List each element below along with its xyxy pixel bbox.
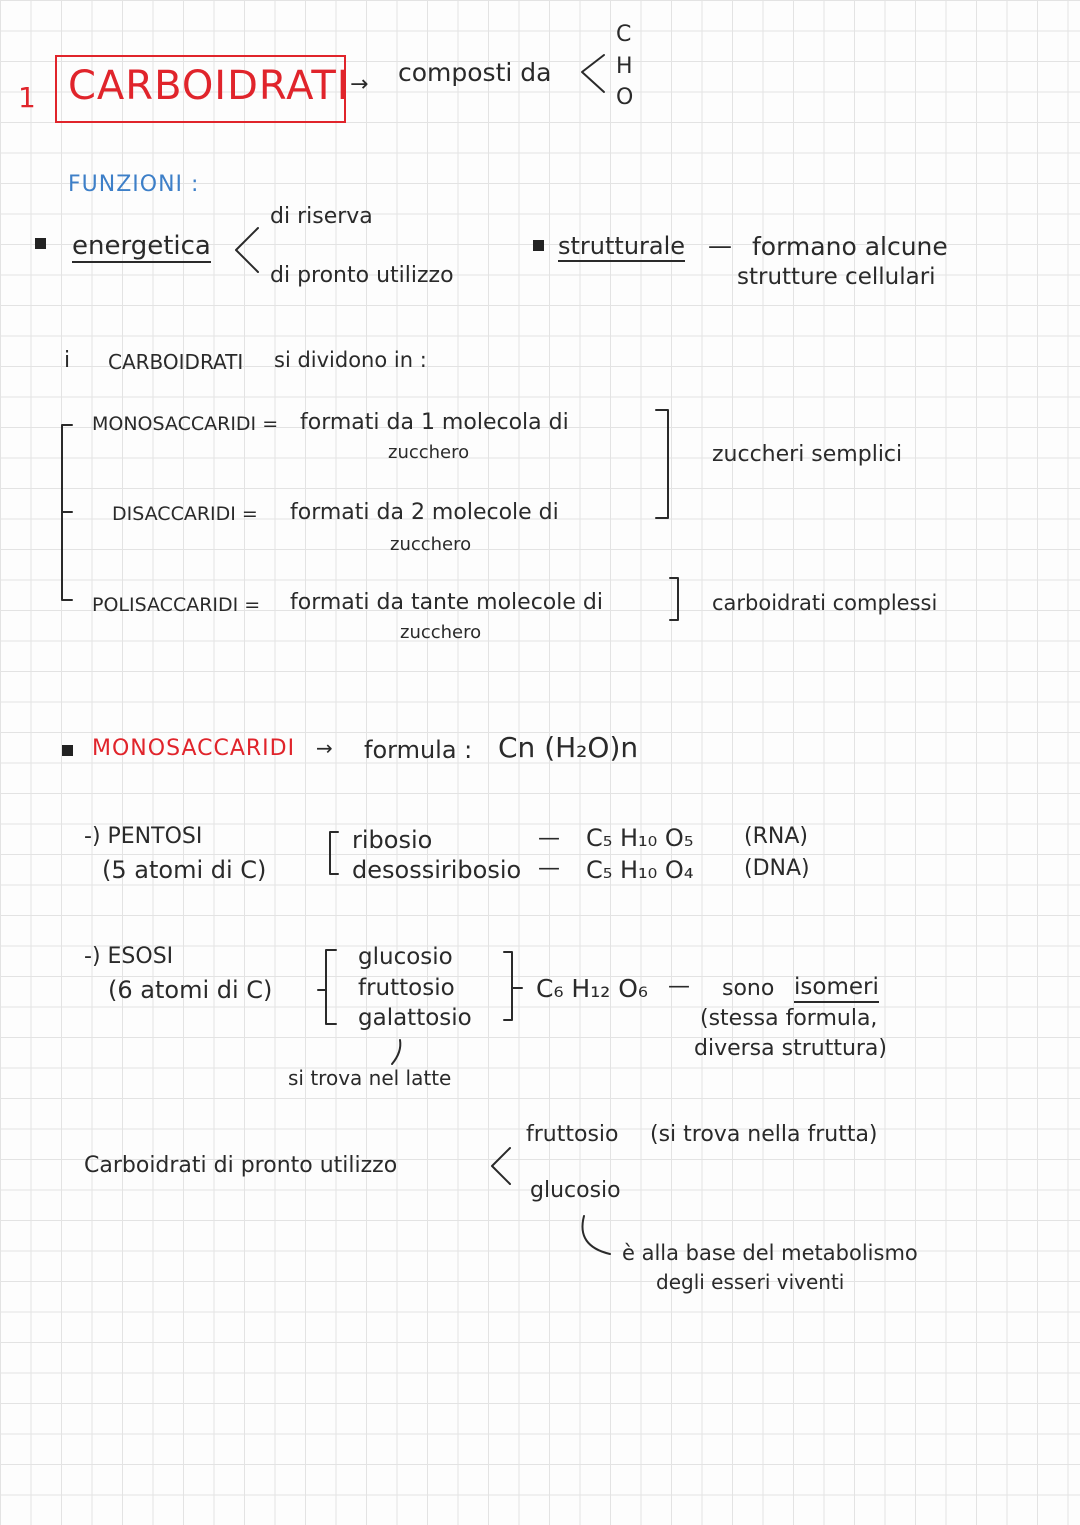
glucose-note-line1: è alla base del metabolismo [622, 1241, 918, 1265]
deoxyribose-name: desossiribosio [352, 856, 522, 884]
pentoses-name: -) PENTOSI [84, 824, 203, 849]
element-h: H [616, 54, 633, 79]
poli-line1: formati da tante molecole di [290, 590, 603, 615]
structural-label: strutturale [558, 232, 686, 260]
mono-line2: zucchero [388, 442, 470, 463]
mono-line1: formati da 1 molecola di [300, 410, 569, 435]
poli-name: POLISACCARIDI = [92, 594, 261, 616]
mono-arrow: → [316, 736, 333, 760]
general-formula: Cn (H₂O)n [498, 731, 639, 764]
page-title: CARBOIDRATI [68, 63, 350, 109]
intro-i: i [64, 348, 71, 373]
hexose-dash: — [668, 974, 690, 999]
composed-of-text: composti da [398, 58, 552, 87]
galactose-arrow [392, 1040, 400, 1064]
intro-rest: si dividono in : [274, 348, 427, 372]
quick-fructose-note: (si trova nella frutta) [650, 1122, 878, 1147]
quick-fructose: fruttosio [526, 1122, 619, 1147]
quick-glucose: glucosio [530, 1178, 621, 1203]
isomer-pre: sono [722, 976, 775, 1001]
hexose-formula: C₆ H₁₂ O₆ [536, 974, 648, 1003]
structural-dash: — [708, 232, 732, 260]
quick-use-split [492, 1148, 510, 1184]
hexoses-bracket-left [326, 950, 336, 1024]
isomer-line2: (stessa formula, [700, 1006, 878, 1031]
di-name: DISACCARIDI = [112, 503, 258, 525]
structural-desc-line2: strutture cellulari [737, 264, 936, 290]
ribose-formula: C₅ H₁₀ O₅ [586, 824, 694, 852]
isomer-word: isomeri [794, 976, 879, 1003]
isomer-line3: diversa struttura) [694, 1036, 887, 1061]
rna-note: (RNA) [744, 824, 808, 849]
deoxyribose-dash: — [538, 856, 560, 881]
simple-bracket [656, 410, 668, 518]
fructose-item: fruttosio [358, 975, 455, 1001]
title-arrow: → [350, 72, 369, 97]
poli-line2: zucchero [400, 622, 482, 643]
hexoses-name: -) ESOSI [84, 944, 174, 969]
pentoses-bracket [330, 832, 338, 874]
dna-note: (DNA) [744, 856, 810, 881]
functions-heading: FUNZIONI : [68, 172, 200, 197]
element-c: C [616, 22, 632, 47]
intro-word: CARBOIDRATI [108, 350, 244, 374]
glucose-item: glucosio [358, 944, 453, 970]
pentoses-desc: (5 atomi di C) [102, 856, 267, 884]
glucose-note-line2: degli esseri viventi [656, 1270, 845, 1294]
elements-brace [582, 55, 604, 92]
ready-use-text: di pronto utilizzo [270, 263, 454, 288]
formula-label: formula : [364, 736, 473, 764]
page-number: 1 [18, 81, 36, 114]
ribose-dash: — [538, 826, 560, 851]
glucose-note-curve [582, 1216, 610, 1254]
milk-note: si trova nel latte [288, 1066, 452, 1090]
hexoses-bracket-right [504, 952, 512, 1020]
structural-desc-line1: formano alcune [752, 232, 948, 261]
complex-bracket [670, 578, 678, 620]
mono-name: MONOSACCARIDI = [92, 413, 279, 435]
mono-title: MONOSACCARIDI [92, 736, 296, 761]
ribose-name: ribosio [352, 826, 433, 854]
galactose-item: galattosio [358, 1005, 472, 1031]
energetic-split [236, 228, 258, 272]
deoxyribose-formula: C₅ H₁₀ O₄ [586, 856, 694, 884]
complex-carbs-label: carboidrati complessi [712, 591, 938, 615]
di-line2: zucchero [390, 534, 472, 555]
reserve-text: di riserva [270, 204, 373, 229]
hexoses-desc: (6 atomi di C) [108, 976, 273, 1004]
element-o: O [616, 85, 634, 110]
energetic-label: energetica [72, 231, 211, 261]
quick-use-label: Carboidrati di pronto utilizzo [84, 1153, 398, 1178]
simple-sugars-label: zuccheri semplici [712, 442, 903, 467]
di-line1: formati da 2 molecole di [290, 500, 559, 525]
